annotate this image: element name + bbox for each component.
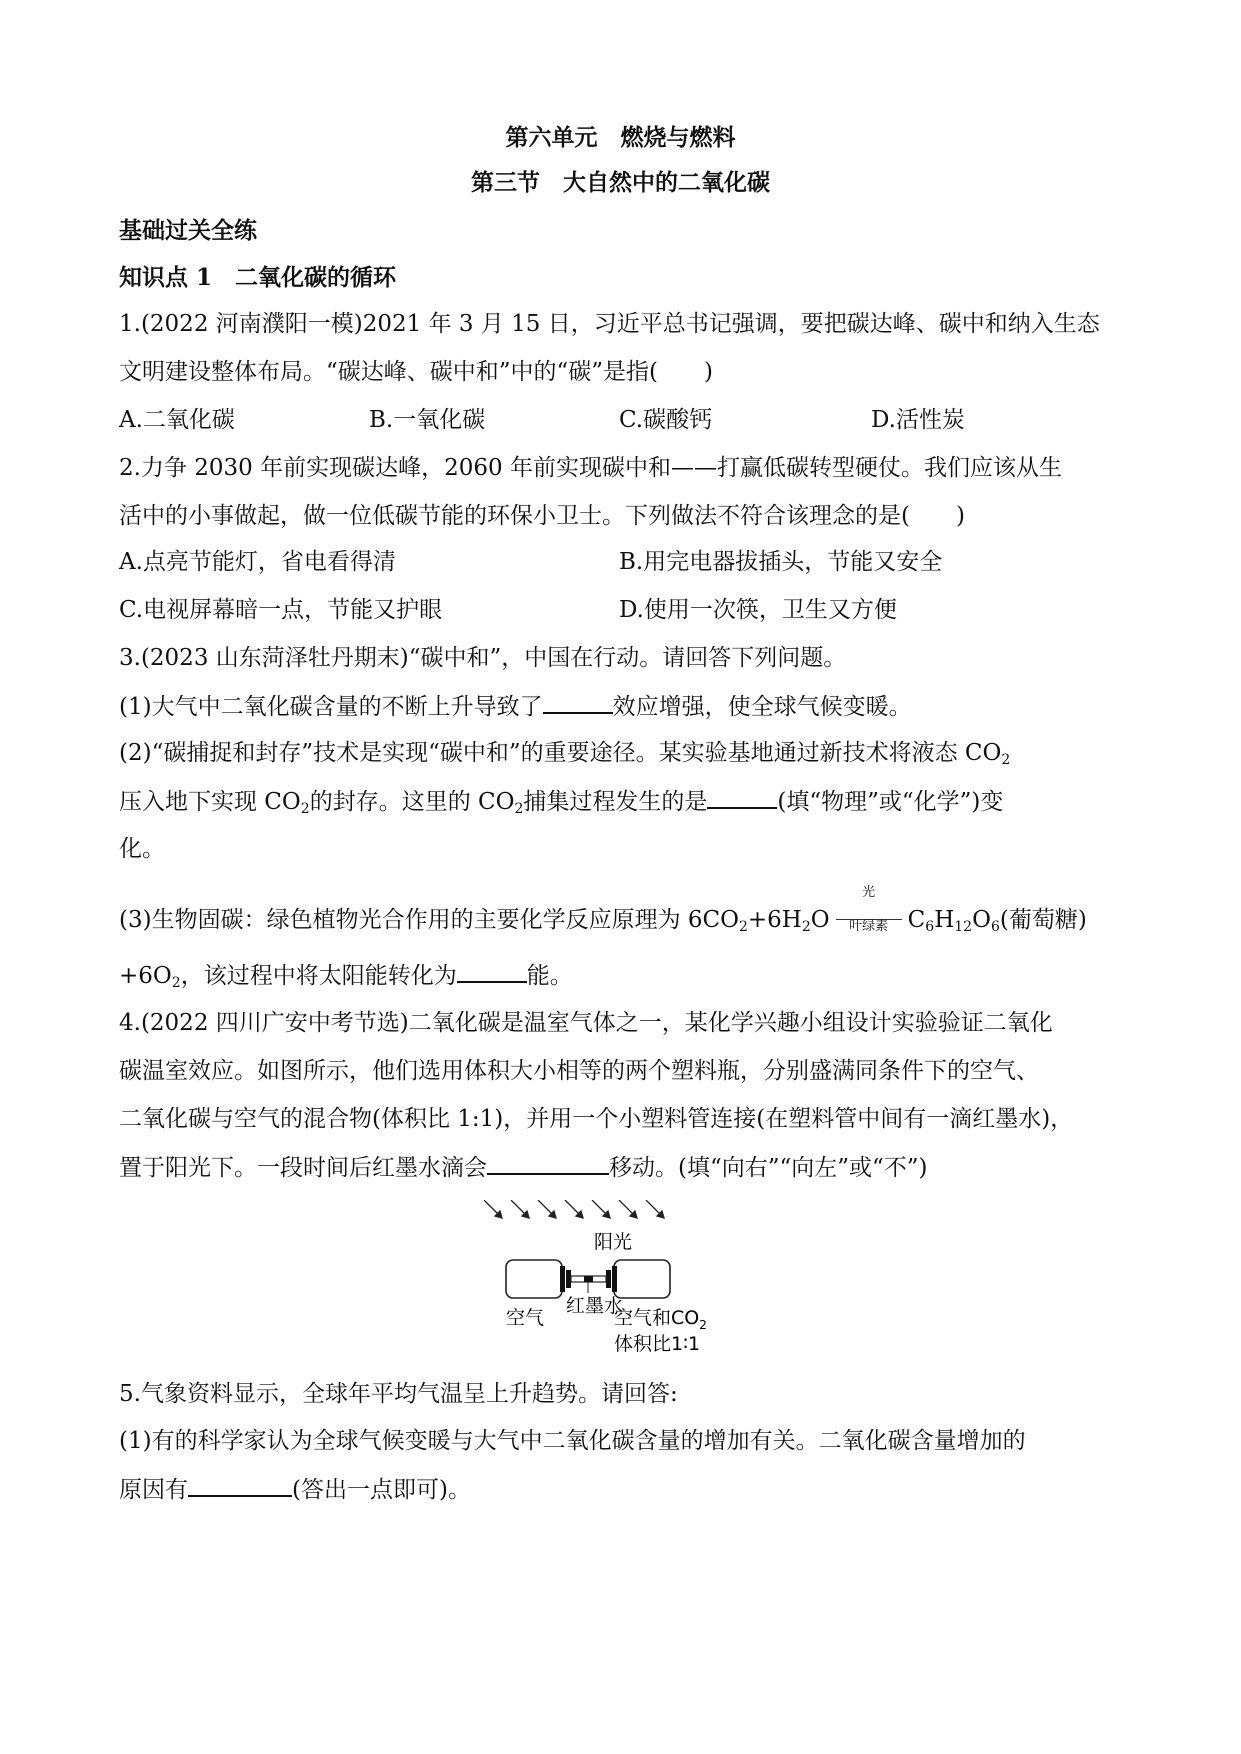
sun-ray-arrow — [592, 1200, 610, 1218]
left-stopper — [560, 1266, 565, 1292]
q4-line4: 置于阳光下。一段时间后红墨水滴会 移动。(填“向右”“向左”或“不”) — [119, 1151, 1124, 1184]
greenhouse-experiment-figure — [474, 1200, 774, 1355]
left-bottle-air — [506, 1260, 562, 1298]
q3-part1: (1)大气中二氧化碳含量的不断上升导致了 效应增强，使全球气候变暖。 — [119, 690, 1124, 723]
knowledge-point-heading: 知识点 1 二氧化碳的循环 — [119, 264, 397, 291]
reaction-condition-light: 光 — [862, 885, 876, 900]
q3-blank-3[interactable] — [457, 959, 527, 983]
q5-part1-line1: (1)有的科学家认为全球气候变暖与大气中二氧化碳含量的增加有关。二氧化碳含量增加的 — [119, 1428, 1026, 1454]
q3-intro: 3.(2023 山东菏泽牡丹期末)“碳中和”，中国在行动。请回答下列问题。 — [119, 645, 847, 671]
q3-blank-1[interactable] — [543, 690, 613, 714]
q2-option-d[interactable]: D.使用一次筷，卫生又方便 — [619, 597, 897, 623]
q4-blank[interactable] — [487, 1151, 609, 1175]
label-air: 空气 — [506, 1307, 545, 1329]
q3-part2-line2: 压入地下实现 $CO_2$的封存。这里的 $CO_2$捕集过程发生的是 (填“物理”或“化学”)变 — [119, 785, 1124, 825]
sun-ray-arrow — [646, 1200, 664, 1218]
q4-line3: 二氧化碳与空气的混合物(体积比 1:1)，并用一个小塑料管连接(在塑料管中间有一滴红墨水)， — [119, 1106, 1074, 1132]
section-title: 第三节 大自然中的二氧化碳 — [471, 169, 770, 196]
right-stopper-inner — [606, 1270, 611, 1288]
q5-part1-line2: 原因有 (答出一点即可)。 — [119, 1473, 1124, 1506]
sunlight-arrows — [484, 1200, 664, 1218]
reaction-condition-arrow — [836, 885, 902, 936]
q5-intro: 5.气象资料显示，全球年平均气温呈上升趋势。请回答: — [119, 1381, 678, 1407]
sun-ray-arrow — [484, 1200, 502, 1218]
q1-option-a[interactable]: A.二氧化碳 — [119, 407, 235, 433]
q1-option-d[interactable]: D.活性炭 — [871, 407, 965, 433]
q2-line1: 2.力争 2030 年前实现碳达峰，2060 年前实现碳中和——打赢低碳转型硬仗。我们应该从生 — [119, 455, 1062, 481]
q3-part3-line1: (3)生物固碳：绿色植物光合作用的主要化学反应原理为 $6CO_2+6H_2O$ 光 叶绿素 $C_6H_{12}O_6$(葡萄糖) — [119, 885, 1087, 935]
q2-option-a[interactable]: A.点亮节能灯，省电看得清 — [119, 549, 396, 575]
sun-ray-arrow — [619, 1200, 637, 1218]
sun-ray-arrow — [565, 1200, 583, 1218]
label-red-ink: 红墨水 — [566, 1295, 624, 1317]
q1-line2: 文明建设整体布局。“碳达峰、碳中和”中的“碳”是指( ) — [119, 359, 713, 385]
red-ink-drop — [584, 1276, 593, 1282]
left-stopper-inner — [566, 1270, 571, 1288]
q1-option-c[interactable]: C.碳酸钙 — [619, 407, 713, 433]
q3-blank-2[interactable] — [707, 785, 777, 809]
sun-ray-arrow — [511, 1200, 529, 1218]
label-air-co2: 空气和$CO_2$ — [614, 1307, 707, 1332]
right-bottle-mixture — [614, 1260, 670, 1298]
q4-line1: 4.(2022 四川广安中考节选)二氧化碳是温室气体之一，某化学兴趣小组设计实验验证二氧化 — [119, 1010, 1053, 1036]
q3-part3-line2: $+6O_2$，该过程中将太阳能转化为 能。 — [119, 959, 1124, 999]
label-sunlight: 阳光 — [594, 1231, 633, 1253]
q2-option-c[interactable]: C.电视屏幕暗一点，节能又护眼 — [119, 597, 443, 623]
unit-title: 第六单元 燃烧与燃料 — [505, 124, 736, 151]
q3-part2-line1: (2)“碳捕捉和封存”技术是实现“碳中和”的重要途径。某实验基地通过新技术将液态 $CO_2$ — [119, 740, 1011, 768]
sun-ray-arrow — [538, 1200, 556, 1218]
right-stopper — [612, 1266, 617, 1292]
q2-option-b[interactable]: B.用完电器拔插头，节能又安全 — [619, 549, 943, 575]
q1-line1: 1.(2022 河南濮阳一模)2021 年 3 月 15 日，习近平总书记强调，要把碳达峰、碳中和纳入生态 — [119, 311, 1100, 337]
q3-part2-line3: 化。 — [119, 836, 165, 862]
reaction-condition-chlorophyll: 叶绿素 — [849, 919, 889, 934]
q5-blank[interactable] — [188, 1473, 292, 1497]
q1-option-b[interactable]: B.一氧化碳 — [369, 407, 486, 433]
q4-line2: 碳温室效应。如图所示，他们选用体积大小相等的两个塑料瓶，分别盛满同条件下的空气、 — [119, 1058, 1039, 1084]
practice-heading: 基础过关全练 — [119, 217, 257, 244]
q2-line2: 活中的小事做起，做一位低碳节能的环保小卫士。下列做法不符合该理念的是( ) — [119, 503, 965, 529]
label-volume-ratio: 体积比1∶1 — [614, 1333, 701, 1355]
